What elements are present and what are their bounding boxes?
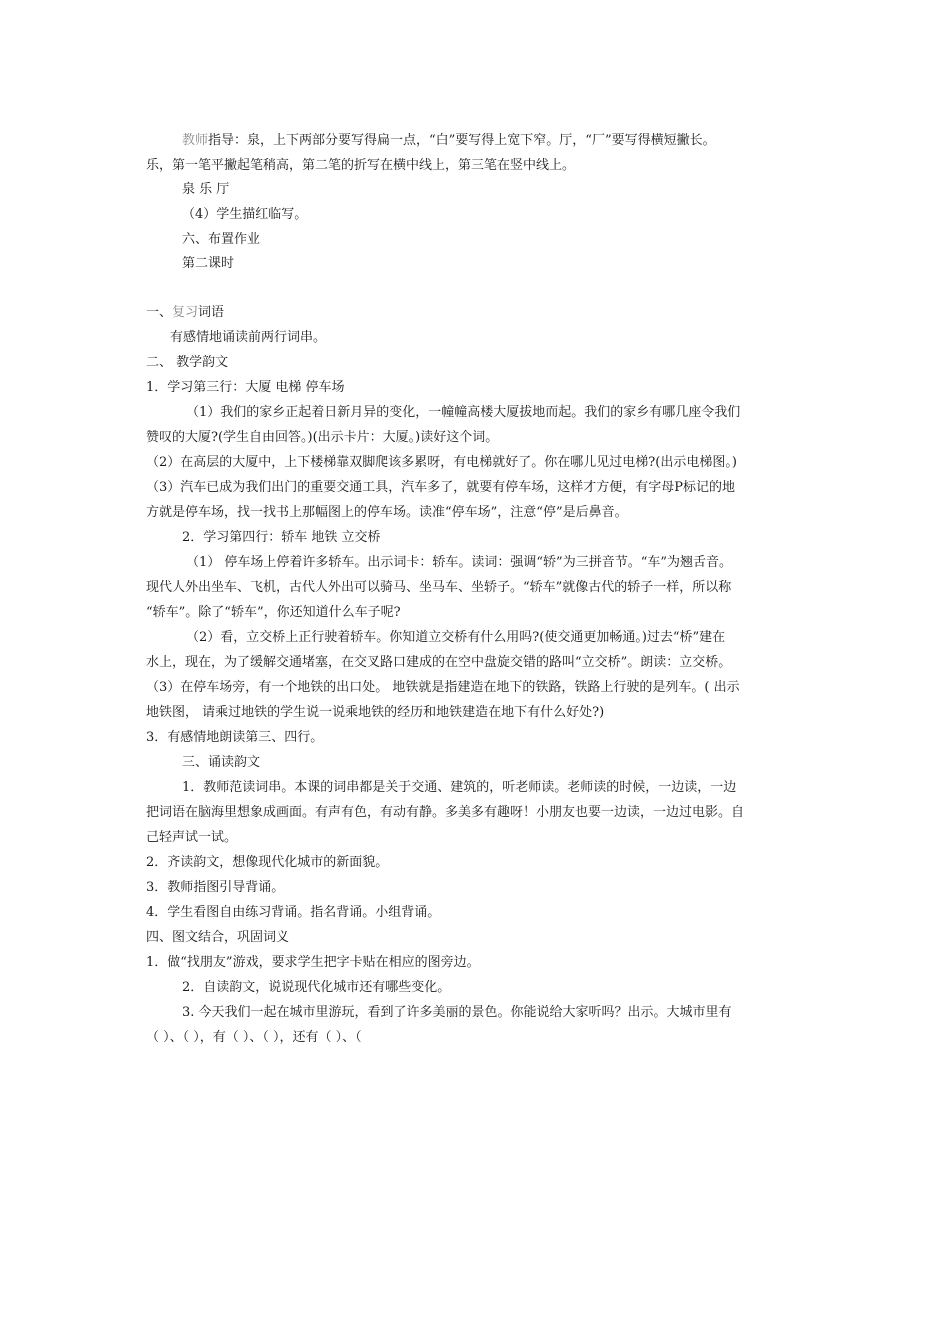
text-line: （1） 停车场上停着许多轿车。出示词卡：轿车。读词：强调“轿”为三拼音节。“车”为翘舌音。 (186, 555, 732, 570)
text-line: （1）我们的家乡正起着日新月异的变化，一幢幢高楼大厦拔地而起。我们的家乡有哪几座令我们 (186, 405, 741, 420)
text-line: 赞叹的大厦?(学生自由回答。)(出示卡片：大厦。)读好这个词。 (146, 430, 499, 445)
text-line-content: 指导：泉，上下两部分要写得扁一点，“白”要写得上宽下窄。厅，“厂”要写得横短撇长。 (208, 133, 716, 148)
text-line: 3. 今天我们一起在城市里游玩，看到了许多美丽的景色。你能说给大家听吗？出示。大城市里有 (182, 1005, 732, 1020)
text-line: 第二课时 (182, 256, 235, 271)
section-keyword: 复习 (172, 305, 199, 320)
text-line: 六、布置作业 (182, 232, 261, 247)
text-line: 泉 乐 厅 (182, 182, 230, 197)
text-line: 二、 教学韵文 (146, 355, 229, 370)
text-line: 2．学习第四行：轿车 地铁 立交桥 (182, 530, 381, 545)
text-line: 己轻声试一试。 (146, 830, 238, 845)
text-line: 2．自读韵文，说说现代化城市还有哪些变化。 (182, 980, 451, 995)
text-line: 乐，第一笔平撇起笔稍高，第二笔的折写在横中线上，第三笔在竖中线上。 (146, 158, 576, 173)
section-rest: 词语 (198, 305, 225, 320)
text-line: （3）汽车已成为我们出门的重要交通工具，汽车多了，就要有停车场，这样才方便，有字母P标记的地 (146, 480, 736, 495)
text-line: “轿车”。除了“轿车”，你还知道什么车子呢? (146, 605, 401, 620)
text-line: （ ）、（ ），有（ ）、（ ），还有（ ）、（ (146, 1030, 362, 1045)
text-line-lead: 教师 (182, 133, 209, 148)
text-line: 三、诵读韵文 (182, 755, 261, 770)
text-line: （2）在高层的大厦中，上下楼梯靠双脚爬该多累呀，有电梯就好了。你在哪儿见过电梯?(出示电梯图。) (146, 455, 737, 470)
text-line: 四、图文结合，巩固词义 (146, 930, 290, 945)
text-line: 方就是停车场，找一找书上那幅图上的停车场。读准“停车场”，注意“停”是后鼻音。 (146, 505, 628, 520)
text-line: （2）看，立交桥上正行驶着轿车。你知道立交桥有什么用吗?(使交通更加畅通。)过去“桥”建在 (186, 630, 726, 645)
text-line (146, 128, 820, 153)
text-line: 3．有感情地朗读第三、四行。 (146, 730, 324, 745)
section-heading (146, 300, 820, 325)
text-line: 现代人外出坐车、飞机，古代人外出可以骑马、坐马车、坐轿子。“轿车”就像古代的轿子一样，所以称 (146, 580, 732, 595)
text-line: 2．齐读韵文，想像现代化城市的新面貌。 (146, 855, 389, 870)
text-line: 1．做“找朋友”游戏，要求学生把字卡贴在相应的图旁边。 (146, 955, 480, 970)
section-number: 一、 (146, 305, 173, 320)
text-line: 有感情地诵读前两行词串。 (170, 330, 327, 345)
text-line: （4）学生描红临写。 (182, 207, 308, 222)
text-line: 地铁图， 请乘过地铁的学生说一说乘地铁的经历和地铁建造在地下有什么好处?) (146, 705, 605, 720)
text-line: 4．学生看图自由练习背诵。指名背诵。小组背诵。 (146, 905, 441, 920)
text-line: 把词语在脑海里想象成画面。有声有色，有动有静。多美多有趣呀！小朋友也要一边读，一边过电影。自 (146, 805, 745, 820)
text-line: 3．教师指图引导背诵。 (146, 880, 285, 895)
text-line: 1．教师范读词串。本课的词串都是关于交通、建筑的，听老师读。老师读的时候，一边读，一边 (182, 780, 737, 795)
text-line: 1．学习第三行：大厦 电梯 停车场 (146, 380, 345, 395)
text-line: （3）在停车场旁，有一个地铁的出口处。 地铁就是指建造在地下的铁路，铁路上行驶的是列车。( 出示 (146, 680, 740, 695)
text-line: 水上，现在，为了缓解交通堵塞，在交叉路口建成的在空中盘旋交错的路叫“立交桥”。朗读：立交桥。 (146, 655, 732, 670)
